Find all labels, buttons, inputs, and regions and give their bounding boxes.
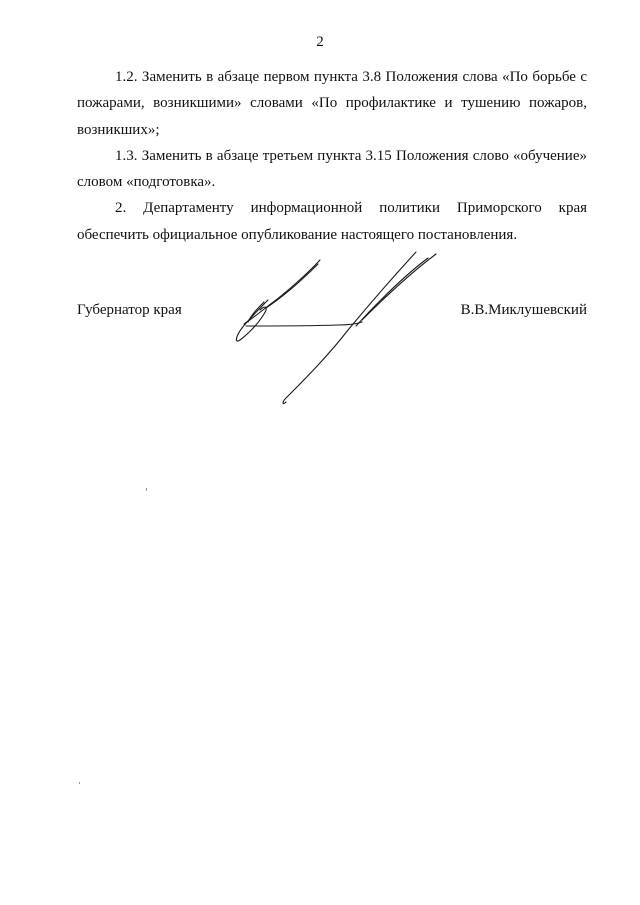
signature-diagonal [283, 252, 416, 404]
page-number: 2 [316, 34, 324, 50]
document-body [77, 64, 587, 248]
scan-speck [79, 782, 80, 784]
scan-speck [146, 488, 147, 491]
paragraph-2: 2. Департаменту информационной политики Приморского края обеспечить официальное опубликование настоящего постановления. [77, 200, 587, 243]
handwritten-signature [228, 248, 448, 408]
signatory-name: В.В.Миклушевский [460, 302, 587, 318]
signature-block [77, 298, 587, 322]
paragraph-1-3: 1.3. Заменить в абзаце третьем пункта 3.15 Положения слово «обучение» словом «подготовка». [77, 147, 587, 191]
paragraph-1-2: 1.2. Заменить в абзаце первом пункта 3.8 Положения слова «По борьбе с пожарами, возникшими» словами «По профилактике и тушению пожаров, возникших»; [77, 69, 587, 138]
signature-base [246, 322, 362, 326]
signatory-title: Губернатор края [77, 302, 182, 318]
